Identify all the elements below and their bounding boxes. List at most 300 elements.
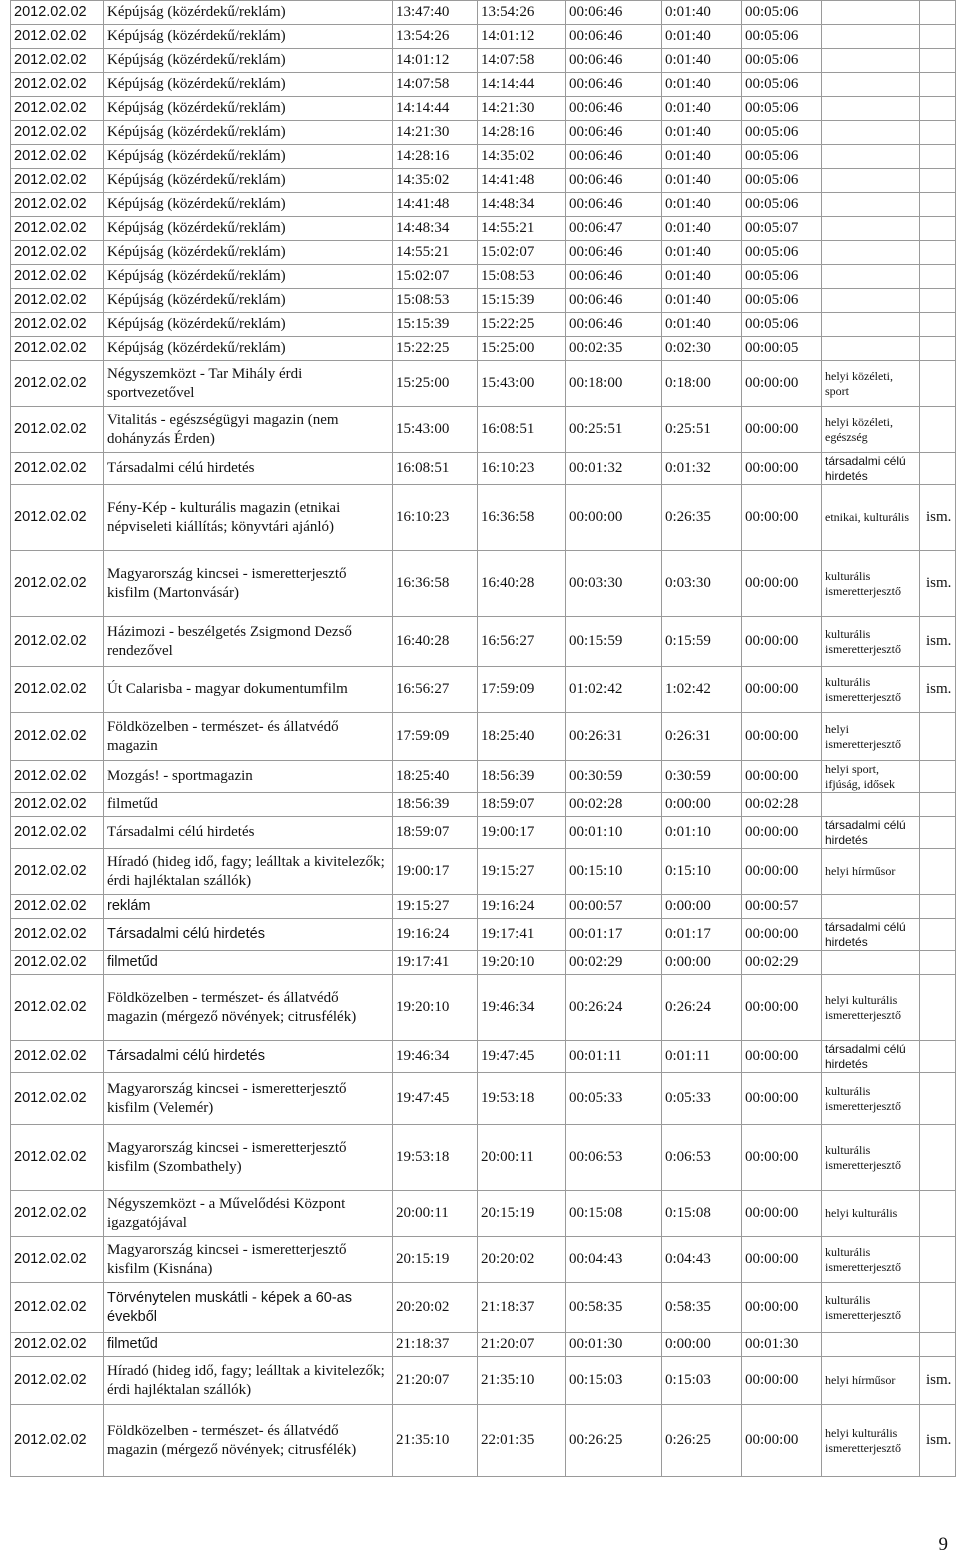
table-row [11,1357,956,1405]
cell-end-time: 15:22:25 [478,313,566,337]
cell-duration: 00:06:46 [566,193,662,217]
table-row [11,73,956,97]
cell-genre [822,289,920,313]
cell-end-time: 16:36:58 [478,485,566,551]
cell-duration: 00:00:57 [566,895,662,919]
table-row [11,713,956,761]
cell-date: 2012.02.02 [11,1125,104,1191]
cell-note [920,193,956,217]
table-row [11,1041,956,1073]
cell-end-time: 17:59:09 [478,667,566,713]
cell-other-duration: 00:05:06 [742,49,822,73]
cell-title: Földközelben - természet- és állatvédő magazin [104,713,393,761]
cell-own-duration: 0:03:30 [662,551,742,617]
cell-end-time: 14:01:12 [478,25,566,49]
cell-end-time: 20:15:19 [478,1191,566,1237]
cell-duration: 00:01:11 [566,1041,662,1073]
cell-genre [822,25,920,49]
cell-note [920,1073,956,1125]
cell-end-time: 19:16:24 [478,895,566,919]
cell-duration: 00:06:46 [566,121,662,145]
cell-other-duration: 00:00:00 [742,1191,822,1237]
cell-title: Képújság (közérdekű/reklám) [104,121,393,145]
cell-start-time: 16:36:58 [393,551,478,617]
cell-duration: 00:03:30 [566,551,662,617]
cell-other-duration: 00:00:00 [742,849,822,895]
cell-duration: 00:06:46 [566,25,662,49]
cell-date: 2012.02.02 [11,73,104,97]
cell-genre [822,1333,920,1357]
table-row [11,849,956,895]
cell-end-time: 15:02:07 [478,241,566,265]
cell-title: Képújság (közérdekű/reklám) [104,313,393,337]
cell-date: 2012.02.02 [11,1357,104,1405]
table-row [11,551,956,617]
cell-own-duration: 0:01:10 [662,817,742,849]
cell-own-duration: 0:01:40 [662,1,742,25]
cell-genre [822,169,920,193]
cell-title: Képújság (közérdekű/reklám) [104,1,393,25]
cell-end-time: 14:41:48 [478,169,566,193]
cell-genre [822,951,920,975]
cell-genre [822,145,920,169]
cell-end-time: 18:25:40 [478,713,566,761]
cell-note: ism. [920,1405,956,1477]
broadcast-log-table [10,0,956,1477]
cell-duration: 00:01:32 [566,453,662,485]
cell-end-time: 14:35:02 [478,145,566,169]
table-row [11,453,956,485]
cell-date: 2012.02.02 [11,241,104,265]
cell-title: filmetűd [104,793,393,817]
cell-genre [822,265,920,289]
cell-date: 2012.02.02 [11,193,104,217]
cell-own-duration: 0:01:40 [662,97,742,121]
cell-note [920,169,956,193]
cell-start-time: 19:47:45 [393,1073,478,1125]
cell-other-duration: 00:05:06 [742,145,822,169]
cell-own-duration: 0:26:24 [662,975,742,1041]
cell-own-duration: 0:04:43 [662,1237,742,1283]
cell-duration: 00:15:08 [566,1191,662,1237]
cell-date: 2012.02.02 [11,975,104,1041]
cell-own-duration: 0:01:40 [662,241,742,265]
cell-genre: etnikai, kulturális [822,485,920,551]
cell-start-time: 14:28:16 [393,145,478,169]
cell-start-time: 15:25:00 [393,361,478,407]
cell-date: 2012.02.02 [11,617,104,667]
cell-other-duration: 00:00:57 [742,895,822,919]
cell-genre [822,121,920,145]
cell-own-duration: 0:00:00 [662,793,742,817]
table-row [11,121,956,145]
cell-note [920,1237,956,1283]
cell-title: Társadalmi célú hirdetés [104,817,393,849]
table-row [11,1073,956,1125]
cell-other-duration: 00:02:28 [742,793,822,817]
table-row [11,289,956,313]
cell-duration: 00:26:24 [566,975,662,1041]
cell-end-time: 15:43:00 [478,361,566,407]
table-row [11,485,956,551]
cell-start-time: 15:15:39 [393,313,478,337]
cell-start-time: 21:18:37 [393,1333,478,1357]
table-row [11,407,956,453]
cell-genre: helyi közéleti, sport [822,361,920,407]
cell-own-duration: 0:15:03 [662,1357,742,1405]
cell-end-time: 16:10:23 [478,453,566,485]
cell-genre [822,97,920,121]
cell-start-time: 19:17:41 [393,951,478,975]
table-row [11,1237,956,1283]
cell-start-time: 15:43:00 [393,407,478,453]
table-row [11,1405,956,1477]
cell-duration: 00:06:46 [566,73,662,97]
cell-start-time: 16:10:23 [393,485,478,551]
cell-duration: 00:06:53 [566,1125,662,1191]
cell-note: ism. [920,485,956,551]
cell-end-time: 15:15:39 [478,289,566,313]
cell-own-duration: 0:01:40 [662,145,742,169]
cell-date: 2012.02.02 [11,49,104,73]
cell-note [920,217,956,241]
cell-note [920,713,956,761]
cell-title: Képújság (közérdekű/reklám) [104,97,393,121]
cell-other-duration: 00:00:00 [742,975,822,1041]
cell-genre [822,217,920,241]
cell-end-time: 21:18:37 [478,1283,566,1333]
cell-own-duration: 0:18:00 [662,361,742,407]
cell-start-time: 16:08:51 [393,453,478,485]
cell-start-time: 19:15:27 [393,895,478,919]
cell-start-time: 14:35:02 [393,169,478,193]
table-row [11,1191,956,1237]
cell-own-duration: 0:01:40 [662,73,742,97]
cell-start-time: 15:22:25 [393,337,478,361]
cell-other-duration: 00:00:00 [742,485,822,551]
cell-genre: kulturális ismeretterjesztő [822,551,920,617]
table-row [11,793,956,817]
cell-duration: 00:06:46 [566,289,662,313]
cell-note [920,793,956,817]
table-row [11,1125,956,1191]
cell-note [920,895,956,919]
cell-end-time: 14:07:58 [478,49,566,73]
cell-note: ism. [920,667,956,713]
cell-date: 2012.02.02 [11,1041,104,1073]
cell-genre [822,193,920,217]
cell-genre: kulturális ismeretterjesztő [822,1237,920,1283]
cell-own-duration: 0:01:40 [662,217,742,241]
table-row [11,1,956,25]
cell-end-time: 19:00:17 [478,817,566,849]
cell-other-duration: 00:05:06 [742,241,822,265]
cell-note [920,361,956,407]
table-row [11,617,956,667]
cell-title: Híradó (hideg idő, fagy; leálltak a kivitelezők; érdi hajléktalan szállók) [104,1357,393,1405]
cell-start-time: 14:48:34 [393,217,478,241]
cell-title: Földközelben - természet- és állatvédő magazin (mérgező növények; citrusfélék) [104,975,393,1041]
cell-genre: kulturális ismeretterjesztő [822,667,920,713]
cell-start-time: 19:00:17 [393,849,478,895]
cell-title: Magyarország kincsei - ismeretterjesztő kisfilm (Martonvásár) [104,551,393,617]
cell-start-time: 19:20:10 [393,975,478,1041]
cell-start-time: 20:00:11 [393,1191,478,1237]
cell-date: 2012.02.02 [11,361,104,407]
cell-genre: helyi hírműsor [822,1357,920,1405]
cell-title: Magyarország kincsei - ismeretterjesztő kisfilm (Velemér) [104,1073,393,1125]
cell-genre: helyi kulturális ismeretterjesztő [822,975,920,1041]
cell-title: Társadalmi célú hirdetés [104,453,393,485]
cell-other-duration: 00:05:06 [742,121,822,145]
cell-date: 2012.02.02 [11,453,104,485]
cell-other-duration: 00:05:06 [742,25,822,49]
cell-other-duration: 00:02:29 [742,951,822,975]
cell-note [920,849,956,895]
cell-date: 2012.02.02 [11,951,104,975]
cell-start-time: 14:07:58 [393,73,478,97]
cell-date: 2012.02.02 [11,1073,104,1125]
cell-own-duration: 0:00:00 [662,1333,742,1357]
cell-start-time: 16:56:27 [393,667,478,713]
cell-title: Képújság (közérdekű/reklám) [104,265,393,289]
cell-own-duration: 0:01:40 [662,265,742,289]
cell-title: Képújság (közérdekű/reklám) [104,289,393,313]
cell-own-duration: 0:00:00 [662,951,742,975]
cell-start-time: 19:46:34 [393,1041,478,1073]
cell-date: 2012.02.02 [11,485,104,551]
cell-duration: 00:06:46 [566,265,662,289]
cell-date: 2012.02.02 [11,1191,104,1237]
cell-own-duration: 0:26:31 [662,713,742,761]
cell-note [920,1125,956,1191]
cell-own-duration: 0:15:10 [662,849,742,895]
cell-date: 2012.02.02 [11,265,104,289]
table-row [11,217,956,241]
cell-end-time: 14:28:16 [478,121,566,145]
broadcast-log-sheet [10,0,955,1477]
cell-duration: 01:02:42 [566,667,662,713]
cell-genre [822,1,920,25]
cell-other-duration: 00:05:06 [742,73,822,97]
cell-start-time: 14:01:12 [393,49,478,73]
cell-title: Képújság (közérdekű/reklám) [104,169,393,193]
cell-own-duration: 0:01:40 [662,121,742,145]
cell-duration: 00:06:47 [566,217,662,241]
cell-note [920,145,956,169]
cell-own-duration: 0:25:51 [662,407,742,453]
cell-other-duration: 00:00:00 [742,667,822,713]
cell-note [920,25,956,49]
cell-note [920,1041,956,1073]
cell-date: 2012.02.02 [11,97,104,121]
cell-end-time: 14:21:30 [478,97,566,121]
cell-title: Magyarország kincsei - ismeretterjesztő kisfilm (Szombathely) [104,1125,393,1191]
cell-own-duration: 0:15:08 [662,1191,742,1237]
cell-title: filmetűd [104,951,393,975]
cell-date: 2012.02.02 [11,217,104,241]
cell-own-duration: 0:05:33 [662,1073,742,1125]
cell-start-time: 13:54:26 [393,25,478,49]
table-row [11,895,956,919]
cell-start-time: 14:41:48 [393,193,478,217]
cell-end-time: 13:54:26 [478,1,566,25]
cell-start-time: 18:59:07 [393,817,478,849]
cell-duration: 00:06:46 [566,313,662,337]
cell-other-duration: 00:00:00 [742,713,822,761]
cell-title: Híradó (hideg idő, fagy; leálltak a kivitelezők; érdi hajléktalan szállók) [104,849,393,895]
cell-start-time: 13:47:40 [393,1,478,25]
cell-duration: 00:00:00 [566,485,662,551]
cell-other-duration: 00:00:00 [742,919,822,951]
cell-end-time: 19:17:41 [478,919,566,951]
cell-duration: 00:06:46 [566,49,662,73]
cell-end-time: 22:01:35 [478,1405,566,1477]
cell-title: Képújság (közérdekű/reklám) [104,25,393,49]
cell-other-duration: 00:01:30 [742,1333,822,1357]
cell-start-time: 14:14:44 [393,97,478,121]
cell-genre: kulturális ismeretterjesztő [822,1283,920,1333]
cell-note [920,817,956,849]
cell-own-duration: 0:15:59 [662,617,742,667]
cell-duration: 00:25:51 [566,407,662,453]
cell-own-duration: 0:01:40 [662,313,742,337]
table-row [11,761,956,793]
cell-end-time: 15:08:53 [478,265,566,289]
cell-date: 2012.02.02 [11,1237,104,1283]
cell-date: 2012.02.02 [11,919,104,951]
cell-duration: 00:06:46 [566,145,662,169]
table-row [11,265,956,289]
cell-other-duration: 00:00:00 [742,551,822,617]
table-row [11,241,956,265]
cell-end-time: 14:55:21 [478,217,566,241]
cell-duration: 00:15:03 [566,1357,662,1405]
cell-date: 2012.02.02 [11,313,104,337]
cell-other-duration: 00:05:06 [742,169,822,193]
cell-other-duration: 00:00:05 [742,337,822,361]
cell-note [920,337,956,361]
cell-duration: 00:04:43 [566,1237,662,1283]
cell-start-time: 18:56:39 [393,793,478,817]
cell-duration: 00:01:30 [566,1333,662,1357]
cell-date: 2012.02.02 [11,551,104,617]
cell-end-time: 15:25:00 [478,337,566,361]
cell-start-time: 14:55:21 [393,241,478,265]
cell-date: 2012.02.02 [11,1333,104,1357]
cell-date: 2012.02.02 [11,169,104,193]
table-row [11,1283,956,1333]
cell-title: Képújság (közérdekű/reklám) [104,145,393,169]
cell-own-duration: 0:01:11 [662,1041,742,1073]
cell-note [920,975,956,1041]
cell-end-time: 21:35:10 [478,1357,566,1405]
cell-start-time: 19:16:24 [393,919,478,951]
table-row [11,975,956,1041]
cell-duration: 00:06:46 [566,97,662,121]
cell-own-duration: 0:26:35 [662,485,742,551]
cell-title: Törvénytelen muskátli - képek a 60-as évekből [104,1283,393,1333]
cell-own-duration: 0:58:35 [662,1283,742,1333]
table-row [11,193,956,217]
cell-end-time: 20:20:02 [478,1237,566,1283]
cell-note [920,73,956,97]
cell-start-time: 20:20:02 [393,1283,478,1333]
cell-genre [822,793,920,817]
cell-note [920,289,956,313]
cell-date: 2012.02.02 [11,145,104,169]
cell-note [920,241,956,265]
cell-other-duration: 00:00:00 [742,1357,822,1405]
cell-other-duration: 00:00:00 [742,1073,822,1125]
cell-own-duration: 0:06:53 [662,1125,742,1191]
cell-own-duration: 0:02:30 [662,337,742,361]
cell-date: 2012.02.02 [11,289,104,313]
table-row [11,951,956,975]
cell-title: Képújság (közérdekű/reklám) [104,193,393,217]
cell-own-duration: 0:01:40 [662,193,742,217]
cell-date: 2012.02.02 [11,25,104,49]
cell-title: Házimozi - beszélgetés Zsigmond Dezső rendezővel [104,617,393,667]
cell-title: Képújság (közérdekű/reklám) [104,337,393,361]
cell-note [920,1333,956,1357]
cell-title: Út Calarisba - magyar dokumentumfilm [104,667,393,713]
cell-note [920,761,956,793]
table-row [11,25,956,49]
cell-other-duration: 00:00:00 [742,1237,822,1283]
cell-own-duration: 0:00:00 [662,895,742,919]
cell-genre [822,313,920,337]
cell-note [920,265,956,289]
cell-end-time: 20:00:11 [478,1125,566,1191]
cell-duration: 00:15:59 [566,617,662,667]
cell-own-duration: 0:01:40 [662,289,742,313]
table-row [11,361,956,407]
cell-other-duration: 00:00:00 [742,617,822,667]
log-body [11,1,956,1477]
cell-own-duration: 0:01:32 [662,453,742,485]
cell-genre: kulturális ismeretterjesztő [822,1125,920,1191]
cell-title: Képújság (közérdekű/reklám) [104,49,393,73]
table-row [11,49,956,73]
cell-note [920,1,956,25]
cell-date: 2012.02.02 [11,407,104,453]
cell-date: 2012.02.02 [11,1,104,25]
cell-title: Fény-Kép - kulturális magazin (etnikai népviseleti kiállítás; könyvtári ajánló) [104,485,393,551]
cell-date: 2012.02.02 [11,121,104,145]
table-row [11,97,956,121]
cell-duration: 00:02:28 [566,793,662,817]
table-row [11,313,956,337]
cell-end-time: 16:08:51 [478,407,566,453]
cell-title: Vitalitás - egészségügyi magazin (nem dohányzás Érden) [104,407,393,453]
cell-title: Társadalmi célú hirdetés [104,919,393,951]
cell-other-duration: 00:05:06 [742,289,822,313]
table-row [11,337,956,361]
cell-duration: 00:26:31 [566,713,662,761]
cell-genre: helyi ismeretterjesztő [822,713,920,761]
cell-end-time: 14:14:44 [478,73,566,97]
cell-date: 2012.02.02 [11,761,104,793]
cell-duration: 00:18:00 [566,361,662,407]
cell-other-duration: 00:00:00 [742,1283,822,1333]
cell-start-time: 21:20:07 [393,1357,478,1405]
cell-genre: kulturális ismeretterjesztő [822,617,920,667]
cell-date: 2012.02.02 [11,817,104,849]
cell-genre: társadalmi célú hirdetés [822,1041,920,1073]
cell-end-time: 19:47:45 [478,1041,566,1073]
cell-end-time: 19:15:27 [478,849,566,895]
